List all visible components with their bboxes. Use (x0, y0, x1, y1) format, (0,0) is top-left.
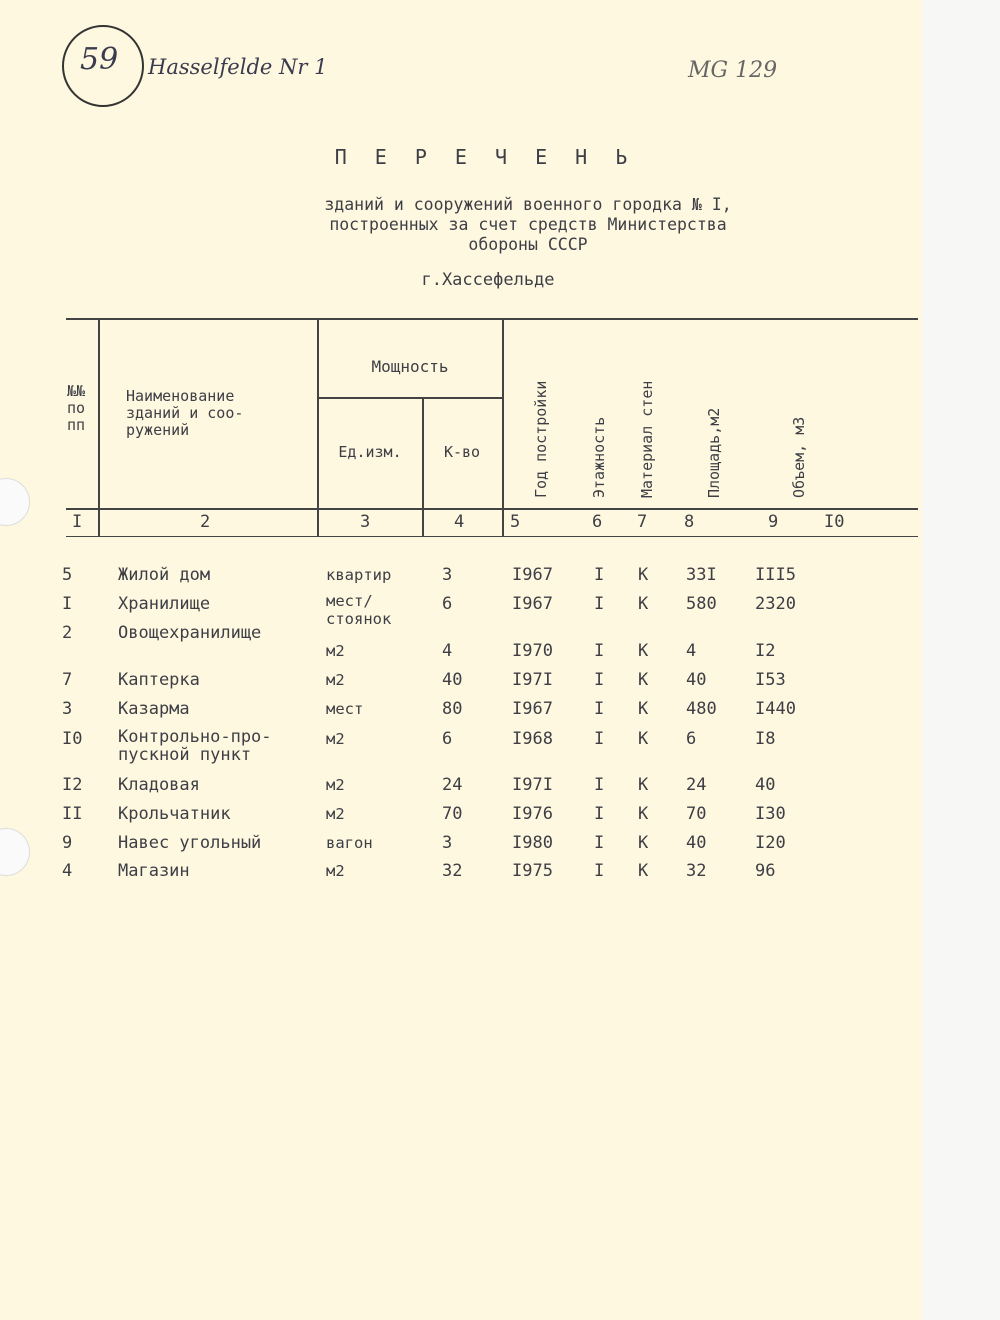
cell-num: 2 (62, 623, 73, 643)
cell-material: К (638, 699, 649, 719)
cell-num: I0 (62, 729, 83, 749)
cell-name-line2: пускной пункт (118, 745, 252, 765)
cell-unit: мест (326, 700, 364, 718)
col-number: 2 (200, 512, 211, 532)
cell-floors: I (594, 641, 605, 661)
cell-volume: I8 (755, 729, 776, 749)
cell-volume: I2 (755, 641, 776, 661)
cell-unit: м2 (326, 642, 345, 660)
subtitle-line: построенных за счет средств Министерства (329, 215, 727, 234)
cell-area: 6 (686, 729, 697, 749)
cell-material: К (638, 804, 649, 824)
cell-num: 4 (62, 861, 73, 881)
cell-material: К (638, 594, 649, 614)
cell-material: К (638, 641, 649, 661)
subtitle-line: обороны СССР (468, 235, 588, 254)
cell-unit: м2 (326, 671, 345, 689)
cell-area: 40 (686, 833, 707, 853)
cell-unit: мест/ (326, 592, 373, 610)
cell-year: I967 (512, 699, 553, 719)
cell-num: 5 (62, 565, 73, 585)
cell-unit: м2 (326, 730, 345, 748)
col-number: 4 (454, 512, 465, 532)
header-unit: Ед.изм. (338, 443, 402, 461)
header-material: Материал стен (638, 380, 656, 498)
cell-unit: м2 (326, 805, 345, 823)
cell-floors: I (594, 833, 605, 853)
cell-volume: I440 (755, 699, 796, 719)
cell-num: I (62, 594, 73, 614)
cell-qty: 40 (442, 670, 463, 690)
cell-year: I970 (512, 641, 553, 661)
cell-qty: 3 (442, 833, 453, 853)
cell-floors: I (594, 861, 605, 881)
cell-qty: 80 (442, 699, 463, 719)
cell-name: Крольчатник (118, 804, 231, 824)
document-subtitle (28, 195, 1000, 255)
col-number: 6 (592, 512, 603, 532)
col-number: 3 (360, 512, 371, 532)
handwritten-ref: MG 129 (688, 58, 778, 83)
cell-unit: м2 (326, 776, 345, 794)
cell-material: К (638, 729, 649, 749)
cell-unit: вагон (326, 834, 373, 852)
cell-year: I976 (512, 804, 553, 824)
cell-num: 9 (62, 833, 73, 853)
cell-material: К (638, 565, 649, 585)
cell-floors: I (594, 804, 605, 824)
cell-material: К (638, 833, 649, 853)
cell-year: I975 (512, 861, 553, 881)
col-number: 8 (684, 512, 695, 532)
cell-floors: I (594, 565, 605, 585)
cell-num: 7 (62, 670, 73, 690)
header-capacity: Мощность (371, 357, 449, 376)
cell-year: I97I (512, 670, 553, 690)
cell-material: К (638, 670, 649, 690)
cell-area: 480 (686, 699, 717, 719)
archive-number: 59 (80, 42, 119, 77)
cell-unit-line2: стоянок (326, 610, 392, 628)
cell-name: Хранилище (118, 594, 211, 614)
cell-area: 580 (686, 594, 717, 614)
cell-area: 40 (686, 670, 707, 690)
cell-qty: 70 (442, 804, 463, 824)
cell-qty: 24 (442, 775, 463, 795)
header-area: Площадь,м2 (705, 407, 723, 498)
cell-year: I980 (512, 833, 553, 853)
cell-num: I2 (62, 775, 83, 795)
cell-name: Овощехранилище (118, 623, 262, 643)
header-qty: К-во (443, 443, 481, 461)
subtitle-line: зданий и сооружений военного городка № I, (324, 195, 732, 214)
cell-area: 33I (686, 565, 717, 585)
cell-area: 32 (686, 861, 707, 881)
cell-material: К (638, 861, 649, 881)
header-volume: Объем, м3 (790, 416, 808, 498)
punch-hole (0, 478, 30, 526)
header-year: Год постройки (532, 380, 550, 498)
cell-volume: 2320 (755, 594, 796, 614)
cell-name: Казарма (118, 699, 190, 719)
cell-num: II (62, 804, 83, 824)
col-number: I (72, 512, 83, 532)
header-name: Наименование зданий и соо- ружений (126, 387, 244, 439)
cell-unit: м2 (326, 862, 345, 880)
document-heading: П Е Р Е Ч Е Н Ь (334, 145, 636, 169)
cell-name: Магазин (118, 861, 190, 881)
cell-qty: 4 (442, 641, 453, 661)
document-place: г.Хассефельде (421, 270, 555, 290)
cell-floors: I (594, 729, 605, 749)
cell-year: I97I (512, 775, 553, 795)
cell-qty: 3 (442, 565, 453, 585)
cell-year: I967 (512, 594, 553, 614)
cell-area: 4 (686, 641, 697, 661)
cell-material: К (638, 775, 649, 795)
cell-qty: 32 (442, 861, 463, 881)
cell-name: Кладовая (118, 775, 200, 795)
col-number: 5 (510, 512, 521, 532)
cell-unit: квартир (326, 566, 392, 584)
cell-volume: I20 (755, 833, 786, 853)
cell-volume: 40 (755, 775, 776, 795)
cell-floors: I (594, 670, 605, 690)
cell-volume: 96 (755, 861, 776, 881)
cell-volume: III5 (755, 565, 796, 585)
cell-name: Жилой дом (118, 565, 211, 585)
cell-floors: I (594, 775, 605, 795)
cell-qty: 6 (442, 594, 453, 614)
col-number: 7 (637, 512, 648, 532)
cell-year: I968 (512, 729, 553, 749)
cell-area: 24 (686, 775, 707, 795)
cell-volume: I53 (755, 670, 786, 690)
cell-name: Каптерка (118, 670, 200, 690)
cell-floors: I (594, 699, 605, 719)
punch-hole (0, 828, 30, 876)
cell-floors: I (594, 594, 605, 614)
cell-name: Контрольно-про- (118, 727, 272, 747)
handwritten-place: Hasselfelde Nr 1 (148, 55, 328, 79)
header-num: №№ по пп (66, 382, 86, 434)
cell-qty: 6 (442, 729, 453, 749)
cell-volume: I30 (755, 804, 786, 824)
cell-year: I967 (512, 565, 553, 585)
col-number: 9 (768, 512, 779, 532)
col-number: I0 (824, 512, 845, 532)
cell-area: 70 (686, 804, 707, 824)
cell-num: 3 (62, 699, 73, 719)
cell-name: Навес угольный (118, 833, 262, 853)
header-floors: Этажность (590, 416, 608, 498)
